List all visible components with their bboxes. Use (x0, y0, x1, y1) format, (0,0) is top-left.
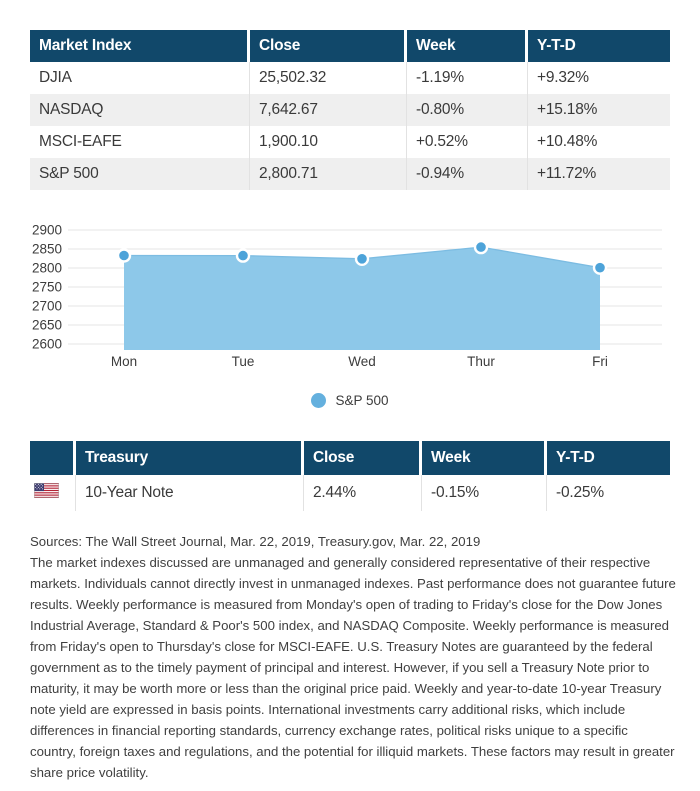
cell-ytd: -0.25% (556, 484, 604, 501)
cell-close: 1,900.10 (250, 126, 407, 158)
disclaimer-text: The market indexes discussed are unmanaged and generally considered representative of their respective markets. Individuals cannot directly invest in unmanaged indexes. Past performance does not guarantee future results. Weekly performance is measured from Monday's open of trading to Friday's close for the Dow Jones Industrial Average, Standard & Poor's 500 index, and NASDAQ Composite. Weekly performance is measured from Friday's open to Thursday's close for MSCI-EAFE. U.S. Treasury Notes are guaranteed by the federal government as to the timely payment of principal and interest. However, if you sell a Treasury Note prior to maturity, it may be worth more or less than the original price paid. Weekly and year-to-date 10-year Treasury note yield are expressed in basis points. International investments carry additional risks, which include differences in financial reporting standards, currency exchange rates, political risks unique to a specific country, foreign taxes and regulations, and the potential for illiquid markets. These factors may result in greater share price volatility. (30, 555, 676, 780)
cell-ytd: +9.32% (537, 69, 589, 86)
x-tick-label: Wed (348, 354, 376, 369)
column-header-ytd: Y-T-D (528, 30, 670, 62)
legend-dot-icon (311, 393, 326, 408)
y-tick-label: 2700 (31, 298, 62, 314)
cell-close: 2.44% (304, 475, 422, 511)
table-row (30, 475, 670, 511)
cell-index-name: MSCI-EAFE (30, 126, 250, 158)
table-row (30, 94, 670, 126)
column-header-week: Week (422, 441, 547, 475)
data-point[interactable] (475, 241, 487, 253)
legend-label: S&P 500 (335, 392, 389, 408)
table-row (30, 126, 670, 158)
y-tick-label: 2650 (31, 317, 62, 333)
cell-flag (30, 475, 76, 511)
cell-index-name: NASDAQ (30, 94, 250, 126)
y-tick-label: 2800 (31, 260, 62, 276)
treasury-table (30, 441, 670, 511)
table-row (30, 158, 670, 190)
column-header-week: Week (407, 30, 528, 62)
cell-close: 2,800.71 (250, 158, 407, 190)
cell-close: 25,502.32 (250, 62, 407, 94)
cell-week: -0.15% (422, 475, 547, 511)
column-header-ytd: Y-T-D (547, 441, 670, 475)
y-tick-label: 2900 (31, 222, 62, 238)
cell-ytd: +15.18% (528, 94, 670, 126)
sp500-chart-canvas (0, 210, 700, 375)
column-header-flag (30, 441, 76, 475)
table-header-row (30, 30, 670, 62)
x-tick-label: Mon (110, 354, 138, 369)
cell-index-name: S&P 500 (30, 158, 250, 190)
x-tick-label: Tue (231, 354, 255, 369)
cell-week: -0.94% (407, 158, 528, 190)
cell-ytd: +11.72% (528, 158, 670, 190)
column-header-close: Close (250, 30, 407, 62)
cell-week: +0.52% (407, 126, 528, 158)
cell-ytd: +10.48% (537, 133, 598, 150)
cell-week: -0.80% (407, 94, 528, 126)
data-point[interactable] (237, 250, 249, 262)
data-point[interactable] (118, 250, 130, 262)
market-index-table (30, 30, 670, 190)
column-header-market-index: Market Index (30, 30, 250, 62)
cell-index-name: DJIA (30, 62, 250, 94)
us-flag-icon (34, 483, 59, 498)
x-tick-label: Fri (592, 354, 608, 369)
cell-week: -1.19% (407, 62, 528, 94)
sources-line: Sources: The Wall Street Journal, Mar. 22, 2019, Treasury.gov, Mar. 22, 2019 (30, 534, 481, 549)
data-point[interactable] (594, 262, 606, 274)
y-tick-label: 2750 (31, 279, 62, 295)
table-header-row (30, 441, 670, 475)
cell-close: 7,642.67 (250, 94, 407, 126)
y-tick-label: 2850 (31, 241, 62, 257)
data-point[interactable] (356, 253, 368, 265)
sp500-area-chart (0, 210, 700, 375)
table-row (30, 62, 670, 94)
column-header-treasury: Treasury (76, 441, 304, 475)
x-tick-label: Thur (467, 354, 495, 369)
cell-treasury-name: 10-Year Note (76, 475, 304, 511)
footer (30, 531, 676, 783)
chart-legend[interactable] (0, 389, 700, 411)
y-tick-label: 2600 (31, 336, 62, 352)
column-header-close: Close (304, 441, 422, 475)
